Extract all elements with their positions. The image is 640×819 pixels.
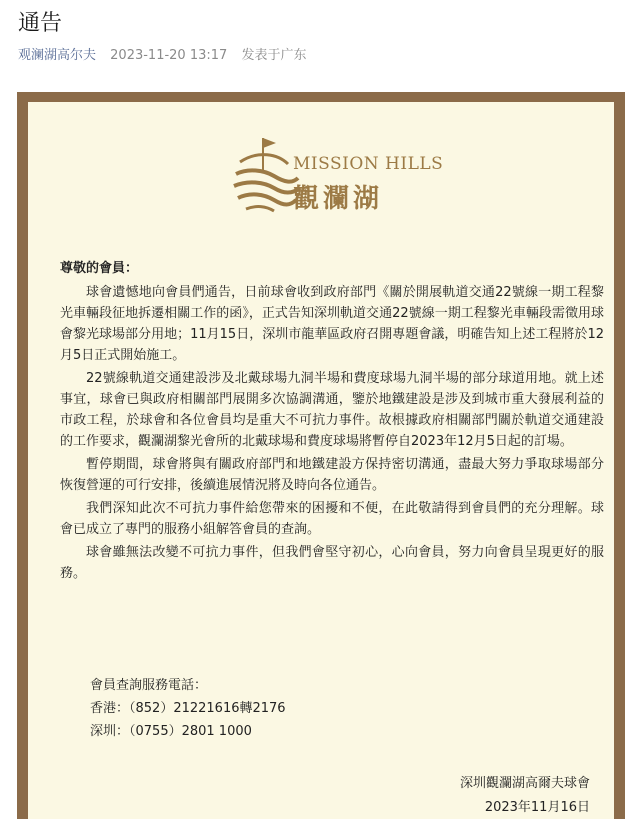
publish-location: 发表于广东 — [241, 48, 307, 63]
signature-date: 2023年11月16日 — [484, 800, 590, 815]
logo-name-english: MISSION HILLS — [293, 154, 444, 174]
notice-paragraph: 22號線軌道交通建設涉及北戴球場九洞半場和費度球場九洞半場的部分球道用地。就上述事宜，球會已與政府相關部門展開多次協調溝通，鑒於地鐵建設是涉及到城市重大發展利益的市政工程，於球會和各位會員均是重大不可抗力事件。故根據政府相關部門關於軌道交通建設的工作要求，觀瀾湖黎光會所的北戴球場和費度球場將暫停自2023年12月5日起的訂場。 — [60, 371, 604, 449]
article-title: 通告 — [18, 11, 63, 36]
notice-paragraph: 暫停期間，球會將與有關政府部門和地鐵建設方保持密切溝通，盡最大努力爭取球場部分恢復營運的可行安排，後續進展情況將及時向各位通告。 — [60, 457, 604, 493]
contact-hong-kong: 香港：（852）21221616轉2176 — [90, 701, 286, 716]
contact-shenzhen: 深圳：（0755）2801 1000 — [90, 724, 252, 739]
notice-paragraph: 我們深知此次不可抗力事件給您帶來的困擾和不便，在此敬請得到會員們的充分理解。球會已成立了專門的服務小組解答會員的查詢。 — [60, 501, 604, 537]
article-meta — [18, 44, 306, 63]
notice-paragraph: 球會遺憾地向會員們通告，日前球會收到政府部門《關於開展軌道交通22號線一期工程黎光車輛段征地拆遷相關工作的函》，正式告知深圳軌道交通22號線一期工程黎光車輛段需徵用球會黎光球場部分用地；11月15日，深圳市龍華區政府召開專題會議，明確告知上述工程將於12月5日正式開始施工。 — [60, 285, 604, 363]
signature-org: 深圳觀瀾湖高爾夫球會 — [459, 776, 590, 791]
author-link[interactable]: 观澜湖高尔夫 — [18, 48, 97, 63]
notice-paper — [28, 102, 614, 819]
notice-image-frame[interactable] — [17, 92, 625, 819]
publish-time: 2023-11-20 13:17 — [110, 48, 228, 63]
logo-name-chinese: 觀瀾湖 — [293, 184, 384, 214]
notice-body — [60, 282, 604, 586]
salutation: 尊敬的會員： — [60, 261, 139, 276]
notice-paragraph: 球會雖無法改變不可抗力事件，但我們會堅守初心，心向會員，努力向會員呈現更好的服務。 — [60, 545, 604, 581]
contact-heading: 會員查詢服務電話： — [90, 678, 208, 693]
contact-section — [90, 674, 286, 743]
signature-block — [460, 772, 590, 819]
